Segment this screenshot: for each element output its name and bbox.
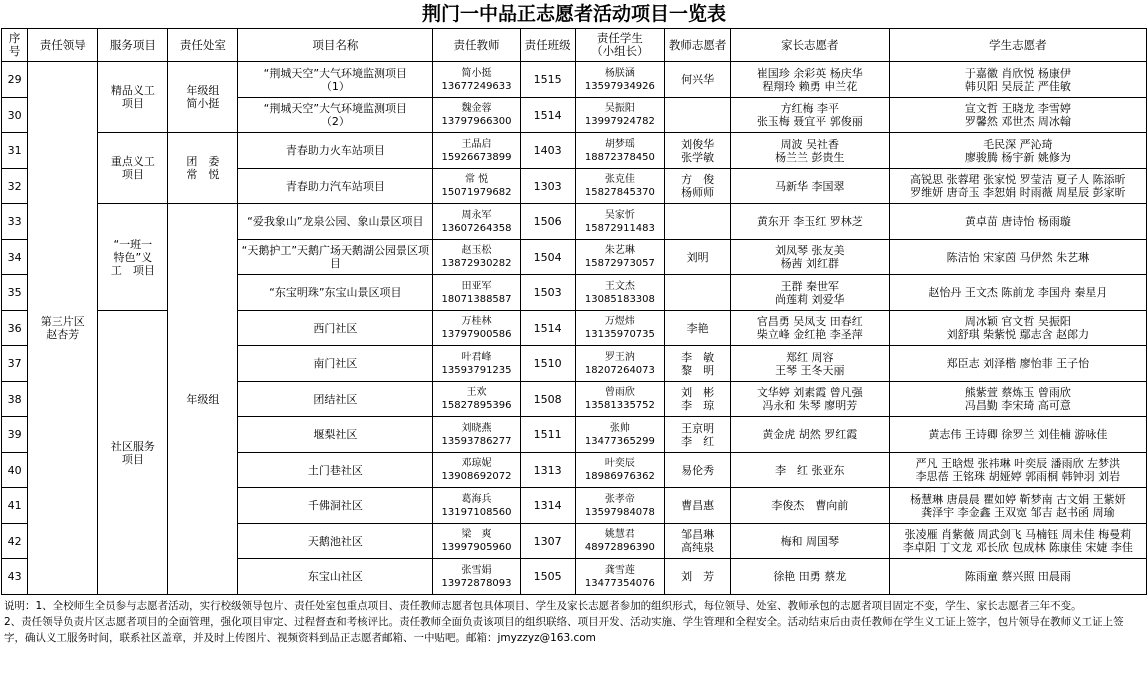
table-row [2,204,1147,240]
row-number: 39 [2,417,28,453]
student-leader-cell: 王文杰 13085183308 [575,275,665,311]
page-title: 荆门一中品正志愿者活动项目一览表 [421,3,726,25]
class-cell: 1511 [520,417,575,453]
teacher-volunteer-cell: 何兴华 [665,62,731,98]
teacher-volunteer-cell [665,275,731,311]
teacher-volunteer-cell: 刘明 [665,240,731,275]
teacher-cell: 张雪娟 13972878093 [433,559,521,595]
class-cell: 1510 [520,346,575,382]
parent-volunteer-cell: 郑红 周容 王琴 王冬天丽 [730,346,889,382]
row-number: 32 [2,169,28,204]
project-name-cell: “爱我象山”龙泉公园、象山景区项目 [238,204,433,240]
project-name-cell: 西门社区 [238,311,433,346]
student-leader-cell: 姚慧君 48972896390 [575,524,665,559]
row-number: 34 [2,240,28,275]
row-number: 36 [2,311,28,346]
row-number: 37 [2,346,28,382]
teacher-volunteer-cell [665,204,731,240]
teacher-cell: 万桂林 13797900586 [433,311,521,346]
project-name-cell: 土门巷社区 [238,453,433,488]
teacher-volunteer-cell: 邹昌琳 高纯泉 [665,524,731,559]
class-cell: 1508 [520,382,575,417]
teacher-volunteer-cell: 刘 彬 李 琼 [665,382,731,417]
teacher-cell: 刘晓燕 13593786277 [433,417,521,453]
col-header-leader: 责任领导 [28,29,98,62]
parent-volunteer-cell: 马新华 李国翠 [730,169,889,204]
col-header-project: 项目名称 [238,29,433,62]
teacher-cell: 田亚军 18071388587 [433,275,521,311]
student-volunteer-cell: 郑臣志 刘泽楷 廖怡菲 王子怡 [889,346,1146,382]
project-name-cell: 千佛洞社区 [238,488,433,524]
class-cell: 1505 [520,559,575,595]
col-header-dept: 责任处室 [168,29,238,62]
col-header-teacher: 责任教师 [433,29,521,62]
student-volunteer-cell: 熊紫萱 蔡炼玉 曾雨欣 冯昌勤 李宋琦 高可意 [889,382,1146,417]
service-project-cell: “一班一 特色”义 工 项目 [98,204,168,311]
teacher-cell: 葛海兵 13197108560 [433,488,521,524]
student-leader-cell: 吴家忻 15872911483 [575,204,665,240]
teacher-cell: 简小挺 13677249633 [433,62,521,98]
student-volunteer-cell: 黄卓苗 唐诗怡 杨雨璇 [889,204,1146,240]
teacher-volunteer-cell: 王京明 李 红 [665,417,731,453]
project-name-cell: 东宝山社区 [238,559,433,595]
dept-cell: 团 委 常 悦 [168,133,238,204]
project-name-cell: “荆城天空”大气环境监测项目 （2） [238,98,433,133]
student-leader-cell: 胡梦瑶 18872378450 [575,133,665,169]
row-number: 31 [2,133,28,169]
class-cell: 1514 [520,311,575,346]
student-leader-cell: 曾雨欣 13581335752 [575,382,665,417]
project-name-cell: 天鹅池社区 [238,524,433,559]
teacher-volunteer-cell: 李 敏 黎 明 [665,346,731,382]
teacher-volunteer-cell: 刘俊华 张学敏 [665,133,731,169]
class-cell: 1303 [520,169,575,204]
row-number: 41 [2,488,28,524]
student-leader-cell: 吴振阳 13997924782 [575,98,665,133]
student-volunteer-cell: 于嘉徽 肖欣悦 杨康伊 韩贝阳 吴辰芷 严佳敏 [889,62,1146,98]
service-project-cell: 重点义工 项目 [98,133,168,204]
class-cell: 1503 [520,275,575,311]
leader-cell: 第三片区 赵杏芳 [28,62,98,595]
teacher-cell: 王欢 15827895396 [433,382,521,417]
teacher-cell: 常 悦 15071979682 [433,169,521,204]
col-header-service: 服务项目 [98,29,168,62]
student-leader-cell: 张孝帝 13597984078 [575,488,665,524]
student-leader-cell: 万煜炜 13135970735 [575,311,665,346]
student-volunteer-cell: 陈雨童 蔡兴照 田晨雨 [889,559,1146,595]
class-cell: 1314 [520,488,575,524]
parent-volunteer-cell: 李俊杰 曹向前 [730,488,889,524]
parent-volunteer-cell: 文华婷 刘素霞 曾凡强 冯永和 朱琴 廖明芳 [730,382,889,417]
student-volunteer-cell: 赵怡丹 王文杰 陈前龙 李国舟 秦星月 [889,275,1146,311]
teacher-volunteer-cell: 曹昌惠 [665,488,731,524]
teacher-volunteer-cell: 李艳 [665,311,731,346]
row-number: 42 [2,524,28,559]
teacher-cell: 魏金蓉 13797966300 [433,98,521,133]
project-name-cell: “荆城天空”大气环境监测项目 （1） [238,62,433,98]
class-cell: 1504 [520,240,575,275]
class-cell: 1403 [520,133,575,169]
parent-volunteer-cell: 方红梅 李平 张玉梅 聂宜平 郭俊丽 [730,98,889,133]
header-row [2,29,1147,62]
student-leader-cell: 张帅 13477365299 [575,417,665,453]
student-leader-cell: 张克佳 15827845370 [575,169,665,204]
note-2: 2、责任领导负责片区志愿者项目的全面管理，强化项目审定、过程督查和考核评比。责任教师全面负责该项目的组织联络、项目开发、活动实施、学生管理和全程安全。活动结束后由责任教师在学生义工证上签字，包片领导在教师义工证上签字，确认义工服务时间，联系社区盖章，并及时上传图片、视频资料到品正志愿者邮箱、一中贴吧。邮箱：jmyzzyz@163.com [4,616,1124,644]
student-volunteer-cell: 周冰颖 官文哲 吴振阳 刘舒琪 柴紫悦 鄢志含 赵郎力 [889,311,1146,346]
student-leader-cell: 朱艺琳 15872973057 [575,240,665,275]
student-leader-cell: 叶奕辰 18986976362 [575,453,665,488]
teacher-cell: 邓琼妮 13908692072 [433,453,521,488]
parent-volunteer-cell: 王群 秦世军 尚莲莉 刘爱华 [730,275,889,311]
project-name-cell: 团结社区 [238,382,433,417]
teacher-cell: 王晶启 15926673899 [433,133,521,169]
note-1: 说明：1、全校师生全员参与志愿者活动，实行校级领导包片、责任处室包重点项目、责任教师志愿者包具体项目、学生及家长志愿者参加的组织形式，每位领导、处室、教师承包的志愿者项目固定不变，学生、家长志愿者三年不变。 [4,600,1082,612]
row-number: 35 [2,275,28,311]
parent-volunteer-cell: 梅和 周国琴 [730,524,889,559]
student-volunteer-cell: 张凌雁 肖紫薇 周武剑飞 马楠钰 周未佳 梅曼莉 李卓阳 丁文龙 邓长欣 包成林 陈康佳 宋婕 李佳 [889,524,1146,559]
parent-volunteer-cell: 李 红 张亚东 [730,453,889,488]
project-name-cell: 堰梨社区 [238,417,433,453]
parent-volunteer-cell: 黄金虎 胡然 罗红霞 [730,417,889,453]
col-header-student: 责任学生 （小组长） [575,29,665,62]
class-cell: 1514 [520,98,575,133]
parent-volunteer-cell: 刘凤琴 张友美 杨茜 刘红群 [730,240,889,275]
student-volunteer-cell: 黄志伟 王诗卿 徐罗兰 刘佳楠 游咏佳 [889,417,1146,453]
teacher-volunteer-cell: 方 俊 杨师师 [665,169,731,204]
col-header-student-vol: 学生志愿者 [889,29,1146,62]
row-number: 33 [2,204,28,240]
teacher-cell: 赵玉松 13872930282 [433,240,521,275]
row-number: 29 [2,62,28,98]
parent-volunteer-cell: 周波 吴社香 杨兰兰 彭贵生 [730,133,889,169]
parent-volunteer-cell: 崔国珍 余彩英 杨庆华 程翔玲 赖勇 申兰花 [730,62,889,98]
class-cell: 1515 [520,62,575,98]
row-number: 40 [2,453,28,488]
student-leader-cell: 龚雪莲 13477354076 [575,559,665,595]
service-project-cell: 社区服务 项目 [98,311,168,595]
class-cell: 1313 [520,453,575,488]
student-volunteer-cell: 严凡 王晗煜 张祎琳 叶奕辰 潘雨欣 左梦洪 李思蓓 王铭珠 胡娅婷 郭雨桐 韩钟羽 刘岩 [889,453,1146,488]
col-header-parent-vol: 家长志愿者 [730,29,889,62]
service-project-cell: 精品义工 项目 [98,62,168,133]
student-volunteer-cell: 高锐思 张蓉珺 张家悦 罗莹洁 夏子人 陈添昕 罗维妍 唐奇玉 李恕娟 时雨薇 周星辰 彭家昕 [889,169,1146,204]
teacher-volunteer-cell [665,98,731,133]
row-number: 30 [2,98,28,133]
project-name-cell: “天鹅护工”天鹅广场天鹅湖公园景区项目 [238,240,433,275]
student-volunteer-cell: 毛民深 严沁琦 廖骏腾 杨宇新 姚修为 [889,133,1146,169]
table-row [2,62,1147,98]
student-volunteer-cell: 宣文哲 王晓龙 李雪婷 罗馨然 邓世杰 周冰翰 [889,98,1146,133]
teacher-cell: 周永军 13607264358 [433,204,521,240]
teacher-volunteer-cell: 易伦秀 [665,453,731,488]
teacher-cell: 梁 爽 13997905960 [433,524,521,559]
parent-volunteer-cell: 徐艳 田勇 蔡龙 [730,559,889,595]
parent-volunteer-cell: 官昌勇 吴凤支 田春红 柴立峰 金红艳 李圣萍 [730,311,889,346]
project-name-cell: 南门社区 [238,346,433,382]
teacher-volunteer-cell: 刘 芳 [665,559,731,595]
dept-cell: 年级组 简小挺 [168,62,238,133]
class-cell: 1506 [520,204,575,240]
notes [0,595,1148,671]
dept-cell: 年级组 [168,204,238,595]
row-number: 43 [2,559,28,595]
student-volunteer-cell: 杨慧琳 唐晨晨 瞿如婷 靳梦南 古文娟 王紫妍 龚泽宇 李金鑫 王双宽 邹吉 赵书函 周瑜 [889,488,1146,524]
teacher-cell: 叶君峰 13593791235 [433,346,521,382]
col-header-class: 责任班级 [520,29,575,62]
table-body [2,62,1147,595]
row-number: 38 [2,382,28,417]
student-volunteer-cell: 陈洁怡 宋家茵 马伊然 朱艺琳 [889,240,1146,275]
class-cell: 1307 [520,524,575,559]
col-header-teacher-vol: 教师志愿者 [665,29,731,62]
table-row [2,133,1147,169]
project-name-cell: “东宝明珠”东宝山景区项目 [238,275,433,311]
volunteer-table [1,28,1147,595]
project-name-cell: 青春助力火车站项目 [238,133,433,169]
student-leader-cell: 罗王汭 18207264073 [575,346,665,382]
project-name-cell: 青春助力汽车站项目 [238,169,433,204]
col-header-no: 序号 [2,29,28,62]
parent-volunteer-cell: 黄东开 李玉红 罗林芝 [730,204,889,240]
student-leader-cell: 杨朕涵 13597934926 [575,62,665,98]
